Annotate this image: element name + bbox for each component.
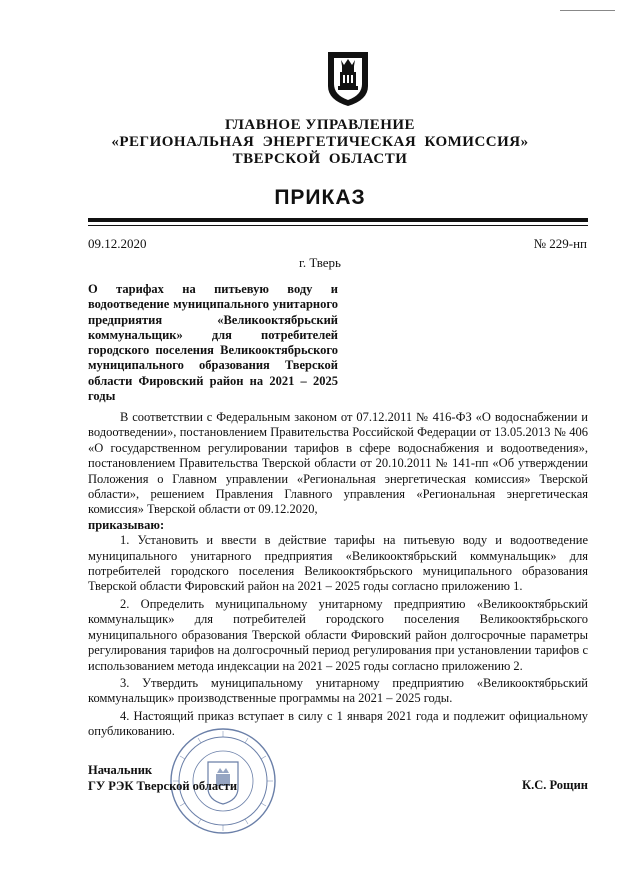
order-item-2: 2. Определить муниципальному унитарному предприятию «Великооктябрьский коммунальщик» для потребителей городского поселения Великооктябрьского муниципального образования Тверской области Фировский район долгосрочные параметры регулирования тарифов на долгосрочный период регулирования при установлении тарифов с использованием метода индексации на 2021 – 2025 годы согласно приложению 2. <box>88 596 588 673</box>
signatory-name: К.С. Рощин <box>522 778 588 792</box>
document-type: ПРИКАЗ <box>274 186 366 209</box>
preamble-paragraph: В соответствии с Федеральным законом от 07.12.2011 № 416-ФЗ «О водоснабжении и водоотведении», постановлением Правительства Российской Федерации от 13.05.2013 № 406 «О государственном регулировании тарифов в сфере водоснабжения и водоотведения», постановлением Правительства Тверской области от 20.10.2011 № 141-пп «Об утверждении Положения о Главном управлении «Региональная энергетическая комиссия» Тверской области», решением Правления Главного управления «Региональная энергетическая комиссия» Тверской области от 09.12.2020, <box>88 410 588 517</box>
corner-scan-mark <box>560 10 615 12</box>
document-subject: О тарифах на питьевую воду и водоотведение муниципального унитарного предприятия «Великооктябрьский коммунальщик» для потребителей городского поселения Великооктябрьского муниципального образования Тверской области Фировский район на 2021 – 2025 годы <box>88 282 338 404</box>
order-word: приказываю: <box>88 517 165 532</box>
document-number: № 229-нп <box>533 236 587 251</box>
order-item-3: 3. Утвердить муниципальному унитарному предприятию «Великооктябрьский коммунальщик» производственные программы на 2021 – 2025 годы. <box>88 675 588 706</box>
document-city: г. Тверь <box>299 255 341 270</box>
signatory-title <box>88 762 237 794</box>
document-body <box>88 410 588 740</box>
header-divider-thick <box>88 218 588 222</box>
document-date: 09.12.2020 <box>88 236 147 251</box>
tver-coat-of-arms-icon <box>326 50 370 108</box>
signatory-title-line2: ГУ РЭК Тверской области <box>88 779 238 793</box>
order-item-4: 4. Настоящий приказ вступает в силу с 1 января 2021 года и подлежит официальному опубликованию. <box>88 708 588 739</box>
org-name-line1: ГЛАВНОЕ УПРАВЛЕНИЕ <box>224 117 416 133</box>
org-name-line2: «РЕГИОНАЛЬНАЯ ЭНЕРГЕТИЧЕСКАЯ КОМИССИЯ» <box>111 134 529 150</box>
org-name-line3: ТВЕРСКОЙ ОБЛАСТИ <box>232 151 408 167</box>
signatory-title-line1: Начальник <box>88 763 153 777</box>
header-divider-thin <box>88 225 588 226</box>
order-item-1: 1. Установить и ввести в действие тарифы на питьевую воду и водоотведение муниципального унитарного предприятия «Великооктябрьский коммунальщик» для потребителей городского поселения Великооктябрьского муниципального образования Тверской области Фировский район на 2021 – 2025 годы согласно приложению 1. <box>88 533 588 594</box>
